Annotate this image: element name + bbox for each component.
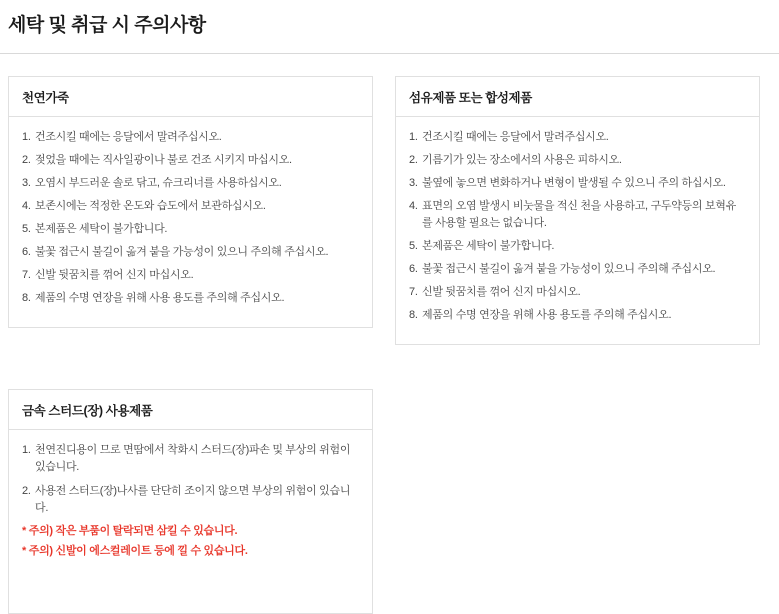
note-text: 기름기가 있는 장소에서의 사용은 피하시오. — [422, 154, 622, 167]
note-number: 5. — [409, 240, 418, 253]
panels-container — [0, 54, 779, 614]
note-number: 1. — [22, 131, 31, 143]
note-number: 3. — [22, 177, 31, 190]
panel-body — [396, 117, 759, 344]
note-item — [22, 442, 359, 476]
panel-heading: 금속 스터드(장) 사용제품 — [9, 390, 372, 430]
panel-heading: 천연가죽 — [9, 77, 372, 117]
note-text: 불옆에 놓으면 변화하거나 변형이 발생될 수 있으니 주의 하십시오. — [422, 177, 726, 190]
note-item — [22, 198, 359, 215]
note-number: 5. — [22, 223, 31, 236]
note-number: 2. — [22, 484, 31, 497]
note-number: 8. — [409, 309, 418, 322]
note-text: 천연진디용이 므로 면땀에서 착화시 스터드(장)파손 및 부상의 위험이 있습니다. — [35, 444, 351, 474]
note-item — [409, 175, 746, 192]
note-number: 1. — [409, 131, 418, 143]
note-number: 1. — [22, 444, 31, 457]
note-item — [22, 290, 359, 307]
warning-text: * 주의) 작은 부품이 탈락되면 삼킬 수 있습니다. — [22, 524, 238, 537]
note-text: 건조시킬 때에는 응달에서 말려주십시오. — [422, 131, 609, 143]
note-item — [22, 175, 359, 192]
note-text: 표면의 오염 발생시 비눗물을 적신 천을 사용하고, 구두약등의 보혁유를 사용할 필요는 없습니다. — [422, 200, 736, 230]
care-panel-textile-synthetic — [395, 76, 760, 345]
note-number: 4. — [22, 200, 31, 213]
note-item — [409, 198, 746, 232]
note-text: 본제품은 세탁이 불가합니다. — [35, 223, 168, 236]
note-number: 4. — [409, 200, 418, 213]
note-text: 젖었을 때에는 직사일광이나 불로 건조 시키지 마십시오. — [35, 154, 292, 167]
note-number: 8. — [22, 292, 31, 305]
note-item — [22, 221, 359, 238]
note-item — [409, 307, 746, 324]
care-panel-natural-leather — [8, 76, 373, 328]
note-text: 사용전 스터드(장)나사를 단단히 조이지 않으면 부상의 위험이 있습니다. — [35, 484, 351, 514]
note-number: 6. — [22, 246, 31, 259]
note-item — [22, 244, 359, 261]
note-item — [22, 483, 359, 517]
note-text: 제품의 수명 연장을 위해 사용 용도를 주의해 주십시오. — [422, 309, 672, 322]
note-item — [22, 152, 359, 169]
note-item — [409, 129, 746, 146]
note-item — [409, 238, 746, 255]
note-number: 2. — [22, 154, 31, 167]
note-text: 신발 뒷꿈치를 꺾어 신지 마십시오. — [35, 269, 194, 282]
note-item — [409, 152, 746, 169]
note-number: 7. — [22, 269, 31, 282]
note-item — [409, 284, 746, 301]
note-number: 7. — [409, 286, 418, 299]
note-text: 건조시킬 때에는 응달에서 말려주십시오. — [35, 131, 222, 143]
page-title: 세탁 및 취급 시 주의사항 — [8, 15, 206, 36]
note-item — [22, 129, 359, 146]
note-number: 3. — [409, 177, 418, 190]
note-text: 불꽃 접근시 불길이 옮겨 붙을 가능성이 있으니 주의해 주십시오. — [35, 246, 329, 259]
note-number: 6. — [409, 263, 418, 276]
note-item — [22, 267, 359, 284]
note-text: 보존시에는 적정한 온도와 습도에서 보관하십시오. — [35, 200, 266, 213]
note-text: 신발 뒷꿈치를 꺾어 신지 마십시오. — [422, 286, 581, 299]
note-text: 본제품은 세탁이 불가합니다. — [422, 240, 555, 253]
warning-text: * 주의) 신발이 에스컬레이트 등에 낄 수 있습니다. — [22, 544, 248, 557]
note-text: 오염시 부드러운 솔로 닦고, 슈크리너를 사용하십시오. — [35, 177, 282, 190]
panel-body — [9, 430, 372, 576]
panel-heading: 섬유제품 또는 합성제품 — [396, 77, 759, 117]
panel-body — [9, 117, 372, 327]
care-panel-metal-stud — [8, 389, 373, 614]
note-number: 2. — [409, 154, 418, 167]
note-text: 제품의 수명 연장을 위해 사용 용도를 주의해 주십시오. — [35, 292, 285, 305]
note-item — [409, 261, 746, 278]
note-text: 불꽃 접근시 불길이 옮겨 붙을 가능성이 있으니 주의해 주십시오. — [422, 263, 716, 276]
